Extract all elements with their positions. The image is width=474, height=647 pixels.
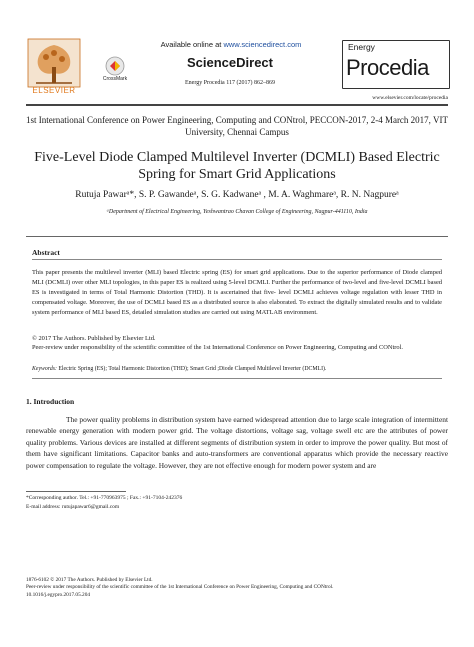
- crossmark-label: CrossMark: [102, 76, 128, 82]
- header-rule: [26, 104, 448, 106]
- paper-title: Five-Level Diode Clamped Multilevel Inverter (DCMLI) Based Electric Spring for Smart Grid Applications: [34, 150, 440, 182]
- journal-url[interactable]: www.elsevier.com/locate/procedia: [372, 95, 448, 101]
- page-footer: [26, 577, 448, 599]
- publisher-name: ELSEVIER: [32, 86, 76, 95]
- abstract-copyright: [32, 334, 442, 352]
- journal-citation: Energy Procedia 117 (2017) 862–869: [185, 80, 275, 86]
- conference-line: 1st International Conference on Power Engineering, Computing and CONtrol, PECCON-2017, 2-4 March 2017, VIT University, Chennai Campus: [26, 115, 449, 137]
- affiliation: ᵃDepartment of Electrical Engineering, Yeshwantrao Chavan College of Engineering, Nagpur-441110, India: [106, 209, 368, 215]
- keywords: [32, 366, 442, 372]
- available-online: Available online at www.sciencedirect.com: [160, 40, 302, 49]
- procedia-word: Procedia: [346, 55, 429, 80]
- footer-peer-review: Peer-review under responsibility of the scientific committee of the 1st International Conference on Power Engineering, Computing and CONtrol.: [26, 584, 334, 591]
- peer-review-line: Peer-review under responsibility of the scientific committee of the 1st International Conference on Power Engineering, Computing and CONtrol.: [32, 344, 403, 351]
- doi-line[interactable]: 10.1016/j.egypro.2017.05.204: [26, 591, 90, 598]
- abstract-rule: [32, 259, 442, 260]
- section-heading-introduction: 1. Introduction: [26, 397, 75, 406]
- copyright-line: © 2017 The Authors. Published by Elsevier Ltd.: [32, 335, 156, 342]
- elsevier-tree-logo: [26, 37, 82, 91]
- sciencedirect-logo: ScienceDirect: [187, 55, 273, 70]
- abstract-heading: Abstract: [32, 248, 60, 257]
- author-list: Rutuja Pawarᵃ*, S. P. Gawandeᵃ, S. G. Kadwaneᵃ , M. A. Waghmareᵃ, R. N. Nagpureᵃ: [75, 190, 399, 200]
- keywords-label: Keywords:: [32, 366, 57, 372]
- footnote: [26, 494, 448, 511]
- sciencedirect-link[interactable]: www.sciencedirect.com: [223, 40, 302, 49]
- issn-line: 1876-6102 © 2017 The Authors. Published by Elsevier Ltd.: [26, 577, 153, 583]
- email-address: E-mail address: rutujapawar6@gmail.com: [26, 503, 120, 510]
- crossmark-icon[interactable]: [101, 56, 129, 78]
- corresponding-author: *Corresponding author. Tel.: +91-770963975 ; Fax.: +91-7104-242376: [26, 495, 183, 501]
- introduction-text: The power quality problems in distribution system have earned widespread attention due to large scale integration of intermittent renewable energy generation with modern power grid. The voltage distortions, voltage sag, voltage swell etc are the attributes of power quality problems. Various devices are installed at different segments of distribution system in order to improve the power quality. But most of them have significant limitations. Capacitor banks and auto-transformers are conventional apparatus which provide the necessary reactive power compensation to regulate the voltage. However, they are not effective enough for modern power system and are: [26, 415, 448, 470]
- keywords-list: Electric Spring (ES); Total Harmonic Distortion (THD); Smart Grid ;Diode Clamped Multilevel Inverter (DCMLI).: [56, 366, 327, 372]
- footnote-rule: [26, 491, 126, 492]
- keywords-rule: [32, 378, 442, 379]
- energy-word: Energy: [348, 42, 375, 52]
- abstract-text: This paper presents the multilevel inverter (MLI) based Electric spring (ES) for smart grid applications. Due to the superior performance of Diode clamped MLI (DCMLI) over other MLI topologies, in this paper ES is realized using 5-level DCMLI. Further the performance of two-level and five-level DCMLI based ES is investigated in terms of Total Harmonic Distortion (THD). It is ascertained that five- level DCMLI achieves voltage regulation with lesser THD in compensated voltage. Moreover, the use of DCMLI based ES as a distributed source is also elaborated. To extract the digitally simulated results and to validate system performance of MLI based ES, detailed simulation studies are carried out using MATLAB environment.: [32, 269, 442, 317]
- title-rule: [26, 236, 448, 237]
